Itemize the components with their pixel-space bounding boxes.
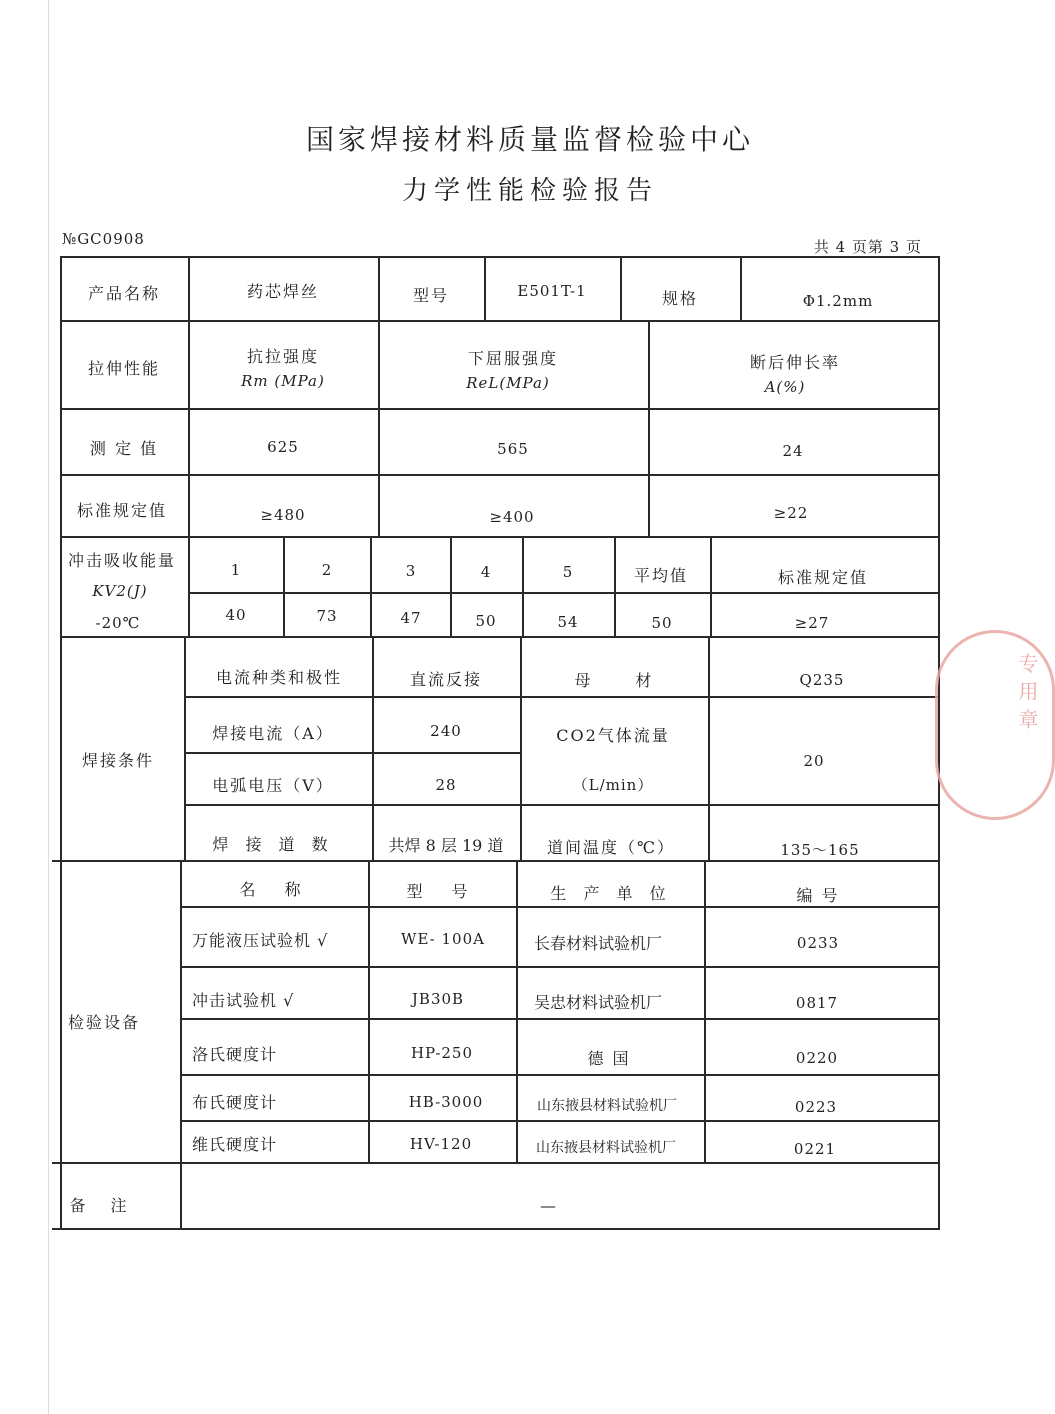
equipment-row-1-name: 万能液压试验机 √ [192,931,329,950]
equipment-header-maker: 生 产 单 位 [550,884,672,903]
equipment-row-2-maker: 吴忠材料试验机厂 [533,993,663,1012]
impact-header-5: 5 [562,563,574,581]
impact-value-standard: ≥27 [794,614,830,632]
remarks-label: 备 注 [69,1196,137,1215]
impact-unit: KV2(J) [92,582,148,600]
passes-value: 共焊 8 层 19 道 [388,836,504,855]
arc-voltage-value: 28 [435,776,457,794]
yield-strength-unit: ReL(MPa) [466,374,550,392]
standard-elongation: ≥22 [773,504,809,522]
impact-value-4: 50 [475,612,497,630]
welding-label: 焊接条件 [81,751,155,770]
impact-header-standard: 标准规定值 [777,568,869,587]
gas-flow-value: 20 [803,752,825,770]
equipment-row-5-number: 0221 [793,1140,837,1158]
equipment-row-3-name: 洛氏硬度计 [192,1045,278,1064]
elongation-name: 断后伸长率 [749,353,841,372]
product-name-value: 药芯焊丝 [246,282,320,301]
report-center-title: 国家焊接材料质量监督检验中心 [305,123,755,156]
equipment-row-2-name: 冲击试验机 √ [192,991,295,1010]
yield-strength-name: 下屈服强度 [467,349,559,368]
model-value: E501T-1 [517,282,587,300]
impact-header-2: 2 [321,561,333,579]
product-name-label: 产品名称 [87,284,161,303]
current-type-label: 电流种类和极性 [215,668,343,687]
equipment-label: 检验设备 [67,1013,141,1032]
equipment-row-1-number: 0233 [796,934,840,952]
measured-label: 测 定 值 [89,439,159,458]
equipment-row-3-number: 0220 [795,1049,839,1067]
impact-value-3: 47 [400,609,422,627]
remarks-value: — [540,1196,558,1215]
spec-label: 规格 [661,289,699,308]
impact-header-3: 3 [405,562,417,580]
equipment-row-5-model: HV-120 [409,1135,473,1153]
impact-header-4: 4 [480,563,492,581]
equipment-header-name: 名 称 [239,880,313,899]
equipment-row-3-maker: 德 国 [587,1049,631,1068]
passes-label: 焊 接 道 数 [212,835,334,854]
welding-current-label: 焊接电流（A） [212,724,334,743]
equipment-row-4-name: 布氏硬度计 [192,1093,278,1112]
model-label: 型号 [412,286,450,305]
equipment-row-4-maker: 山东掖县材料试验机厂 [537,1098,677,1114]
measured-yield: 565 [497,440,529,458]
equipment-header-model: 型 号 [406,882,480,901]
standard-label: 标准规定值 [76,501,168,520]
equipment-row-4-number: 0223 [794,1098,838,1116]
equipment-row-5-maker: 山东掖县材料试验机厂 [536,1140,676,1156]
report-title: 力学性能检验报告 [401,176,659,206]
tensile-strength-name: 抗拉强度 [246,347,320,366]
impact-header-1: 1 [230,561,242,579]
current-type-value: 直流反接 [409,670,483,689]
equipment-header-number: 编 号 [796,886,840,905]
equipment-row-4-model: HB-3000 [408,1093,484,1111]
impact-label: 冲击吸收能量 [67,551,177,570]
inspection-stamp: 专用章 [935,630,1055,820]
impact-value-2: 73 [316,607,338,625]
impact-value-5: 54 [557,613,579,631]
measured-tensile: 625 [267,438,299,456]
impact-value-average: 50 [651,614,673,632]
measured-elongation: 24 [782,442,804,460]
equipment-row-1-model: WE- 100A [401,930,485,948]
arc-voltage-label: 电弧电压（V） [212,776,334,795]
impact-header-average: 平均值 [633,566,689,585]
impact-temperature: -20℃ [95,614,141,632]
scan-edge [48,0,49,1414]
equipment-row-1-maker: 长春材料试验机厂 [533,934,663,953]
impact-value-1: 40 [225,606,247,624]
base-metal-label: 母 材 [574,671,672,690]
standard-tensile: ≥480 [260,506,306,524]
page-info: 共 4 页第 3 页 [813,238,922,256]
gas-flow-unit: （L/min） [572,776,654,794]
interpass-temp-label: 道间温度（℃） [547,838,675,857]
interpass-temp-value: 135～165 [780,841,860,859]
tensile-label: 拉伸性能 [87,359,161,378]
equipment-row-5-name: 维氏硬度计 [192,1135,278,1154]
standard-yield: ≥400 [489,508,535,526]
equipment-row-2-number: 0817 [795,994,839,1012]
equipment-row-2-model: JB30B [411,990,465,1008]
report-number: №GC0908 [62,230,145,248]
spec-value: Φ1.2mm [802,292,874,310]
base-metal-value: Q235 [799,671,845,689]
tensile-strength-unit: Rm (MPa) [241,372,325,390]
elongation-unit: A(%) [764,378,806,396]
gas-flow-label: CO2气体流量 [556,726,670,745]
equipment-row-3-model: HP-250 [410,1044,474,1062]
welding-current-value: 240 [430,722,462,740]
